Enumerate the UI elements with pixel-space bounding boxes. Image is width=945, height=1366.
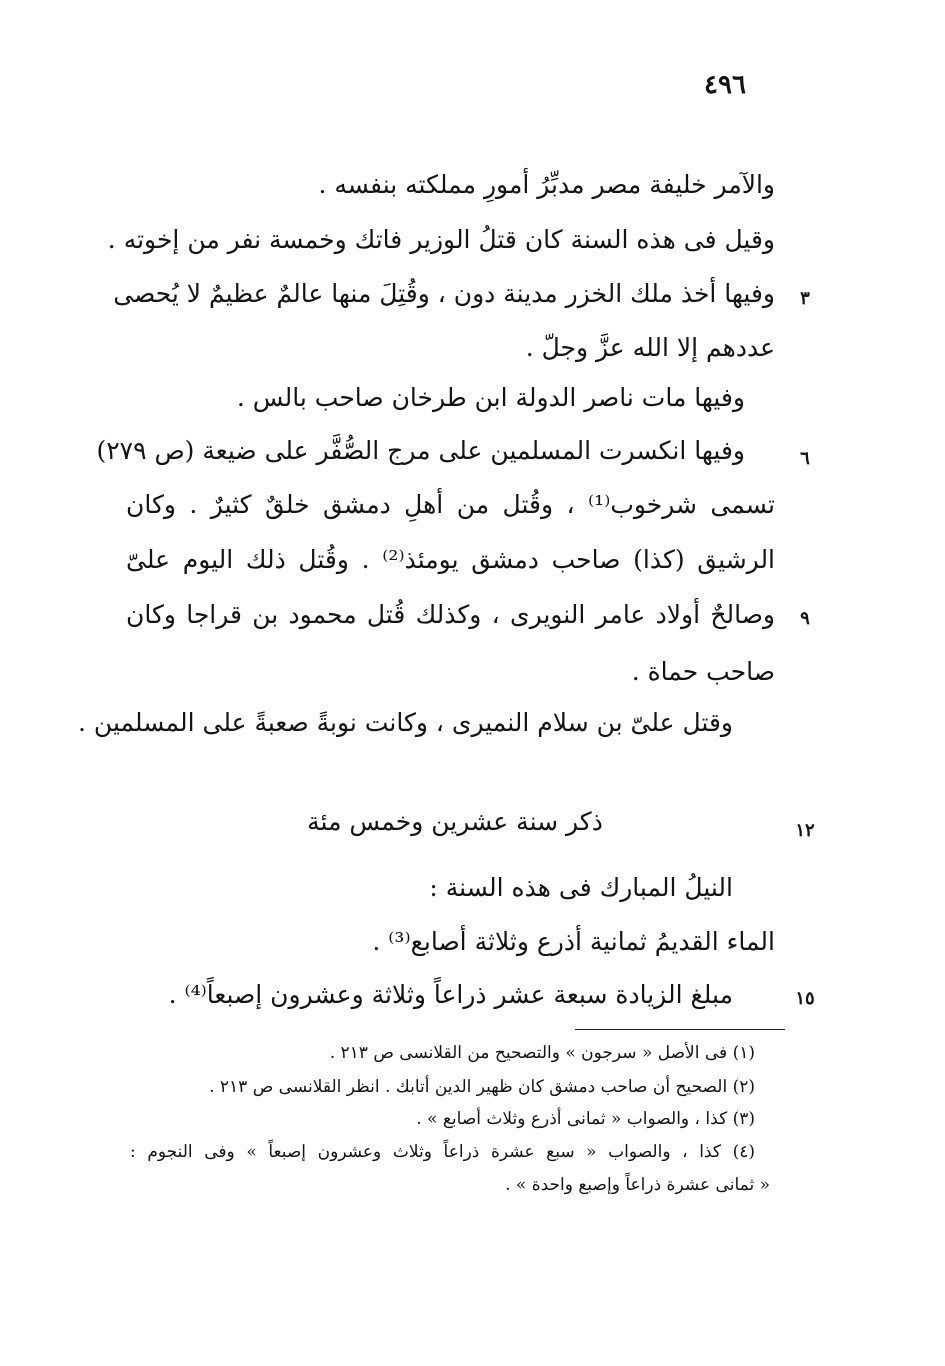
body-line-12: النيلُ المبارك فى هذه السنة : <box>429 873 733 902</box>
footnote-2: (٢) الصحيح أن صاحب دمشق كان ظهير الدين أتابك . انظر القلانسى ص ٢١٣ . <box>209 1077 755 1097</box>
body-line-4: عددهم إلا الله عزَّ وجلّ . <box>525 333 775 362</box>
body-line-11: وقتل علىّ بن سلام النميرى ، وكانت نوبةً صعبةً على المسلمين . <box>78 708 733 737</box>
margin-number-6: ٦ <box>800 448 810 469</box>
body-line-7: تسمى شرخوب⁽¹⁾ ، وقُتل من أهلِ دمشق خلقٌ كثيرٌ . وكان <box>126 490 775 519</box>
body-line-10: صاحب حماة . <box>631 657 775 686</box>
margin-number-15: ١٥ <box>795 988 815 1009</box>
body-line-13: الماء القديمُ ثمانية أذرع وثلاثة أصابع⁽³⁾ . <box>372 927 775 956</box>
footnote-1: (١) فى الأصل « سرجون » والتصحيح من القلانسى ص ٢١٣ . <box>329 1043 755 1063</box>
footnote-4: (٤) كذا ، والصواب « سبع عشرة ذراعاً وثلاث وعشرون إصبعاً » وفى النجوم : <box>130 1142 755 1162</box>
body-line-8: الرشيق (كذا) صاحب دمشق يومئذ⁽²⁾ . وقُتل ذلك اليوم علىّ <box>126 545 776 574</box>
body-line-9: وصالحٌ أولاد عامر النويرى ، وكذلك قُتل محمود بن قراجا وكان <box>126 600 775 629</box>
body-line-2: وقيل فى هذه السنة كان قتلُ الوزير فاتك وخمسة نفر من إخوته . <box>107 225 775 254</box>
margin-number-12: ١٢ <box>795 820 815 841</box>
page-number: ٤٩٦ <box>704 70 746 100</box>
footnote-3: (٣) كذا ، والصواب « ثمانى أذرع وثلاث أصابع » . <box>416 1109 755 1129</box>
body-line-14: مبلغ الزيادة سبعة عشر ذراعاً وثلاثة وعشرون إصبعاً⁽⁴⁾ . <box>168 980 733 1009</box>
section-heading: ذكر سنة عشرين وخمس مئة <box>307 807 603 836</box>
body-line-3: وفيها أخذ ملك الخزر مدينة دون ، وقُتِلَ منها عالمٌ عظيمٌ لا يُحصى <box>113 279 775 308</box>
body-line-5: وفيها مات ناصر الدولة ابن طرخان صاحب بالس . <box>236 383 745 412</box>
footnote-4-continued: « ثمانى عشرة ذراعاً وإصبع واحدة » . <box>505 1175 770 1195</box>
body-line-6: وفيها انكسرت المسلمين على مرج الصُّفَّر على ضيعة (ص ٢٧٩) <box>96 436 745 465</box>
margin-number-3: ٣ <box>800 288 810 309</box>
body-line-1: والآمر خليفة مصر مدبِّرُ أمورِ مملكته بنفسه . <box>318 170 775 199</box>
margin-number-9: ٩ <box>800 608 810 629</box>
footnote-divider <box>575 1029 785 1030</box>
